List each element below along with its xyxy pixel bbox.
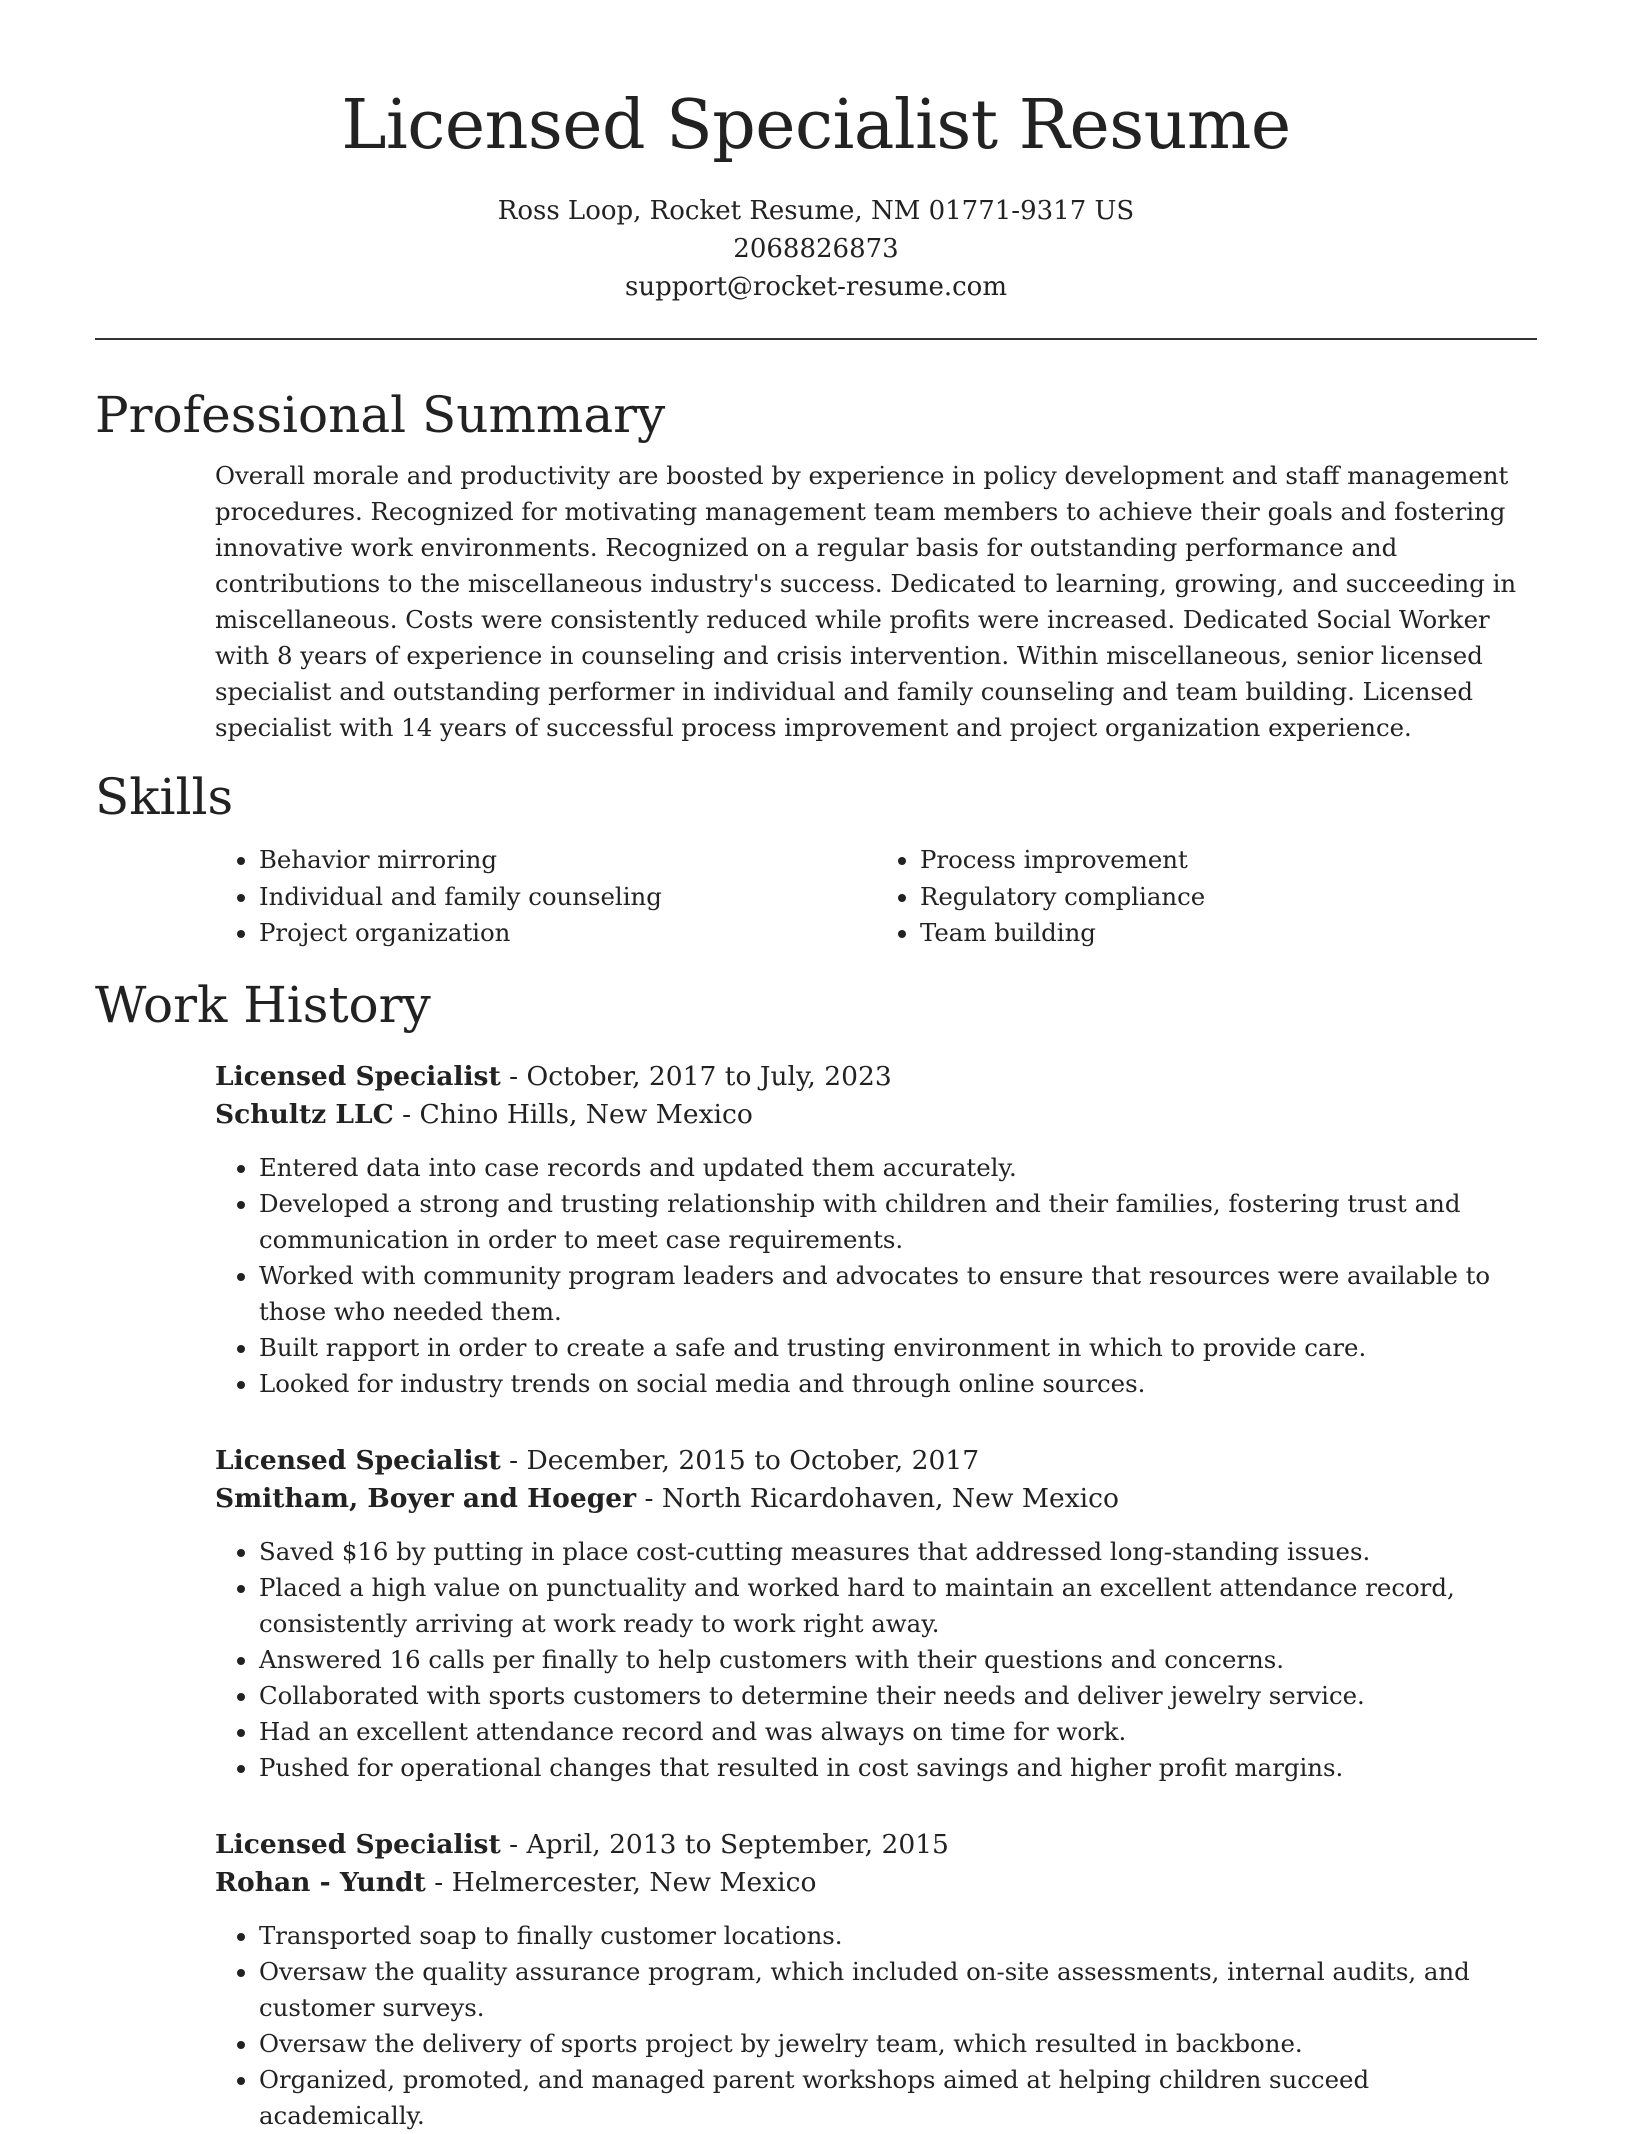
job-bullet: • Entered data into case records and updated them accurately. <box>259 1150 1537 1186</box>
contact-phone: 2068826873 <box>733 234 899 264</box>
job-entry <box>215 1826 1537 2134</box>
summary-heading: Professional Summary <box>95 386 666 444</box>
skills-list <box>215 842 1537 952</box>
work-history-heading: Work History <box>95 975 431 1034</box>
job-bullet: • Oversaw the delivery of sports project by jewelry team, which resulted in backbone. <box>259 2026 1537 2062</box>
job-location: - North Ricardohaven, New Mexico <box>636 1482 1119 1514</box>
job-bullets <box>215 1534 1537 1786</box>
job-company-line <box>215 1096 1537 1134</box>
job-bullet: • Collaborated with sports customers to determine their needs and deliver jewelry service. <box>259 1678 1537 1714</box>
job-location: - Chino Hills, New Mexico <box>393 1098 753 1130</box>
job-bullet: • Had an excellent attendance record and was always on time for work. <box>259 1714 1537 1750</box>
resume-title: Licensed Specialist Resume <box>341 86 1291 165</box>
job-company: Smitham, Boyer and Hoeger <box>215 1482 637 1514</box>
skills-heading: Skills <box>95 768 234 826</box>
skill-item: • Behavior mirroring <box>259 842 876 879</box>
job-bullet: • Saved $16 by putting in place cost-cutting measures that addressed long-standing issues. <box>259 1534 1537 1570</box>
job-bullet: • Oversaw the quality assurance program, which included on-site assessments, internal audits, and customer surveys. <box>259 1954 1537 2026</box>
job-bullet: • Developed a strong and trusting relationship with children and their families, fostering trust and communication in order to meet case requirements. <box>259 1186 1537 1258</box>
job-bullet: • Built rapport in order to create a safe and trusting environment in which to provide care. <box>259 1330 1537 1366</box>
job-bullet: • Transported soap to finally customer locations. <box>259 1918 1537 1954</box>
job-title: Licensed Specialist <box>215 1444 501 1476</box>
summary-text: Overall morale and productivity are boosted by experience in policy development and staff management procedures. Recognized for motivating management team members to achieve their goals and fostering innovative work environments. Recognized on a regular basis for outstanding performance and contributions to the miscellaneous industry's success. Dedicated to learning, growing, and succeeding in miscellaneous. Costs were consistently reduced while profits were increased. Dedicated Social Worker with 8 years of experience in counseling and crisis intervention. Within miscellaneous, senior licensed specialist and outstanding performer in individual and family counseling and team building. Licensed specialist with 14 years of successful process improvement and project organization experience. <box>215 461 1517 742</box>
skills-column-right <box>876 842 1537 952</box>
job-title-line <box>215 1058 1537 1096</box>
contact-address: Ross Loop, Rocket Resume, NM 01771-9317 US <box>497 196 1135 226</box>
job-bullet: • Organized, promoted, and managed parent workshops aimed at helping children succeed academically. <box>259 2062 1537 2134</box>
skills-column-left <box>215 842 876 952</box>
job-company: Schultz LLC <box>215 1098 394 1130</box>
job-entry <box>215 1442 1537 1786</box>
job-title: Licensed Specialist <box>215 1828 501 1860</box>
contact-email: support@rocket-resume.com <box>624 272 1007 302</box>
skill-item: • Regulatory compliance <box>920 879 1537 916</box>
job-bullet: • Answered 16 calls per finally to help customers with their questions and concerns. <box>259 1642 1537 1678</box>
job-company-line <box>215 1480 1537 1518</box>
job-bullet: • Placed a high value on punctuality and worked hard to maintain an excellent attendance record, consistently arriving at work ready to work right away. <box>259 1570 1537 1642</box>
job-bullet: • Worked with community program leaders and advocates to ensure that resources were available to those who needed them. <box>259 1258 1537 1330</box>
job-bullet: • Looked for industry trends on social media and through online sources. <box>259 1366 1537 1402</box>
job-company: Rohan - Yundt <box>215 1866 426 1898</box>
job-bullets <box>215 1150 1537 1402</box>
job-location: - Helmercester, New Mexico <box>425 1866 817 1898</box>
skill-item: • Process improvement <box>920 842 1537 879</box>
job-bullets <box>215 1918 1537 2134</box>
resume-page <box>95 0 1537 2134</box>
job-dates: - April, 2013 to September, 2015 <box>500 1828 949 1860</box>
header-divider <box>95 338 1537 340</box>
job-company-line <box>215 1864 1537 1902</box>
job-bullet: • Pushed for operational changes that resulted in cost savings and higher profit margins. <box>259 1750 1537 1786</box>
job-dates: - December, 2015 to October, 2017 <box>500 1444 980 1476</box>
skill-item: • Project organization <box>259 915 876 952</box>
skill-item: • Individual and family counseling <box>259 879 876 916</box>
job-title-line <box>215 1442 1537 1480</box>
skill-item: • Team building <box>920 915 1537 952</box>
job-dates: - October, 2017 to July, 2023 <box>500 1060 892 1092</box>
contact-info <box>95 192 1537 306</box>
job-title: Licensed Specialist <box>215 1060 501 1092</box>
resume-header <box>95 0 1537 306</box>
job-title-line <box>215 1826 1537 1864</box>
job-entry <box>215 1058 1537 1402</box>
